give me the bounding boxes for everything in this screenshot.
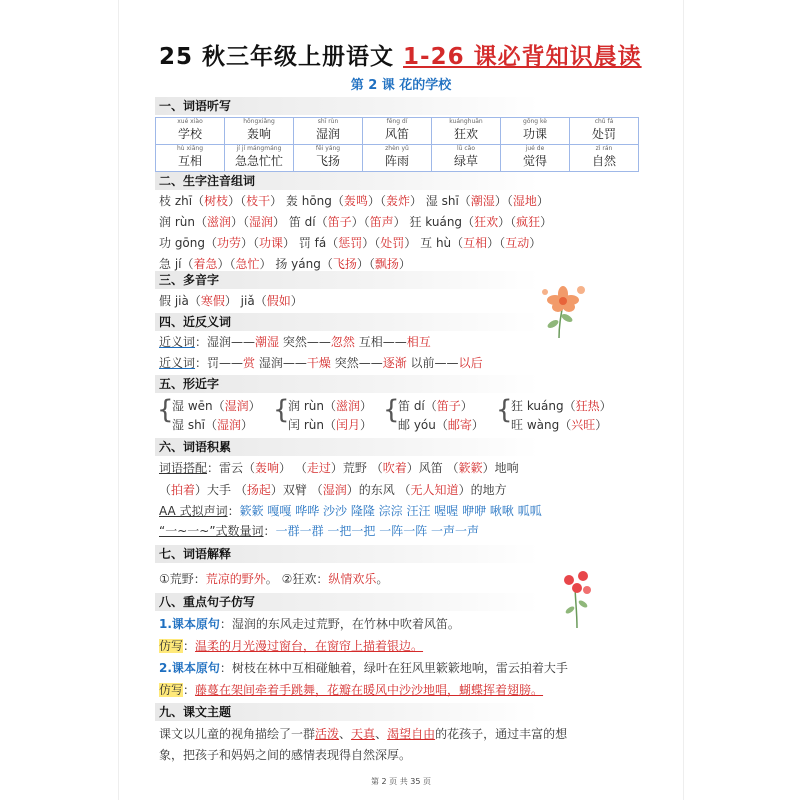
word-label: 自然 [591, 154, 616, 168]
text-segment: 轰鸣 [343, 194, 368, 208]
text-segment: 互动 [505, 236, 530, 250]
text-segment: ）（ [362, 236, 381, 250]
text-segment: 闰月 [335, 418, 360, 432]
vocab-line [159, 481, 507, 498]
text-segment: ：罚—— [195, 356, 244, 370]
text-segment: 的花孩子，通过丰富的想 [435, 727, 568, 741]
text-segment: AA 式拟声词 [159, 504, 228, 518]
dictation-cell [501, 145, 570, 172]
text-segment: ： [183, 639, 196, 653]
vocab-line [159, 459, 519, 476]
text-segment: 温柔的月光漫过窗台，在窗帘上描着银边。 [195, 639, 424, 653]
text-segment: ）（ [367, 194, 386, 208]
title-prefix: 25 秋三年级上册语文 [159, 44, 404, 70]
text-segment: 树枝 [204, 194, 229, 208]
char-line [159, 234, 541, 251]
dictation-cell [294, 145, 363, 172]
text-segment: 湿润 [217, 418, 242, 432]
text-segment: “一~一~”式数量词 [159, 524, 264, 538]
word-label: 湿润 [315, 127, 340, 141]
text-segment: 潮湿 [255, 335, 280, 349]
pinyin-label: fēi yáng [315, 145, 341, 152]
similar-char [288, 416, 372, 433]
text-segment: 渴望自由 [387, 727, 436, 741]
similar-char [288, 397, 372, 414]
polyphone-line [159, 292, 303, 309]
section-header-synonyms: 四、近反义词 [155, 313, 539, 331]
text-segment: 天真 [351, 727, 376, 741]
word-label: 绿草 [453, 154, 478, 168]
text-segment: 近义词 [159, 356, 196, 370]
title-highlight: 1-26 课必背知识晨读 [403, 44, 642, 70]
document-page [118, 0, 684, 800]
dictation-table [155, 117, 639, 172]
text-segment: 寒假 [200, 294, 225, 308]
pinyin-label: lǜ cǎo [456, 145, 476, 152]
imitation-line [159, 659, 568, 676]
text-segment: ）（ [217, 257, 236, 271]
text-segment: 走过 [306, 461, 331, 475]
text-segment: ）（ [487, 236, 506, 250]
text-segment: 湿润 [322, 483, 347, 497]
text-segment: ）风笛 （ [406, 461, 459, 475]
text-segment: ） jiǎ（ [224, 294, 267, 308]
similar-char [172, 416, 253, 433]
text-segment: ） [359, 399, 372, 413]
similar-char [511, 397, 612, 414]
text-segment: 着急 [193, 257, 218, 271]
text-segment: 兴旺 [571, 418, 596, 432]
text-segment: ） [529, 236, 542, 250]
dictation-cell [570, 118, 639, 145]
dictation-cell [363, 145, 432, 172]
text-segment: ）（ [351, 215, 370, 229]
text-segment: 仿写 [159, 683, 184, 697]
imitation-line [159, 681, 543, 698]
word-label: 飞扬 [315, 154, 340, 168]
text-segment: ）地响 [482, 461, 519, 475]
text-segment: 藤蔓在架间牵着手跳舞，花瓣在暖风中沙沙地唱，蝴蝶挥着翅膀。 [195, 683, 544, 697]
text-segment: 飘扬 [374, 257, 399, 271]
section-header-explanation: 七、词语解释 [155, 545, 539, 563]
similar-char [398, 416, 484, 433]
text-segment: 枝 zhī（ [159, 194, 205, 208]
text-segment: 近义词 [159, 335, 196, 349]
text-segment: 狂热 [575, 399, 600, 413]
brace-icon: { [157, 395, 174, 425]
brace-icon: { [273, 395, 290, 425]
imitation-line [159, 637, 423, 654]
text-segment: ）（ [241, 236, 260, 250]
text-segment: 簌簌 嘎嘎 哗哗 沙沙 隆隆 淙淙 汪汪 喔喔 咿咿 啾啾 呱呱 [239, 504, 542, 518]
table-row [156, 145, 639, 172]
text-segment: 功 gōng（ [159, 236, 217, 250]
text-segment: ） 互 hù（ [404, 236, 464, 250]
text-segment: 逐渐 [382, 356, 407, 370]
text-segment: 润 rùn（ [288, 399, 336, 413]
text-segment: ） [536, 194, 549, 208]
text-segment: 相互 [406, 335, 431, 349]
text-segment: ） [290, 294, 303, 308]
section-header-theme: 九、课文主题 [155, 703, 539, 721]
text-segment: 、 [375, 727, 388, 741]
pinyin-label: hōngxiǎng [243, 118, 275, 125]
text-segment: ：雷云（ [207, 461, 256, 475]
text-segment: 假 jià（ [159, 294, 201, 308]
text-segment: 湿润 [249, 215, 274, 229]
text-segment: 忽然 [330, 335, 355, 349]
text-segment: 邮 yóu（ [398, 418, 448, 432]
word-label: 功课 [522, 127, 547, 141]
text-segment: 一群一群 一把一把 一阵一阵 一声一声 [275, 524, 480, 538]
text-segment: 邮寄 [447, 418, 472, 432]
char-line [159, 213, 552, 230]
dictation-cell [294, 118, 363, 145]
text-segment: 湿 wēn（ [172, 399, 225, 413]
text-segment: 急忙 [235, 257, 260, 271]
text-segment: 惩罚 [338, 236, 363, 250]
word-label: 急急忙忙 [234, 154, 283, 168]
text-segment: 功劳 [217, 236, 242, 250]
text-segment: ）大手 （ [195, 483, 247, 497]
word-label: 觉得 [522, 154, 547, 168]
text-segment: ） [595, 418, 608, 432]
section-header-similar-chars: 五、形近字 [155, 375, 539, 393]
text-segment: ①荒野： [159, 572, 206, 586]
text-segment: 以后 [458, 356, 483, 370]
text-segment: 互相—— [354, 335, 407, 349]
text-segment: 笛声 [369, 215, 394, 229]
section-header-imitation: 八、重点句子仿写 [155, 593, 539, 611]
page-title [159, 38, 642, 71]
text-segment: 扬起 [246, 483, 271, 497]
dictation-cell [225, 145, 294, 172]
text-segment: 潮湿 [470, 194, 495, 208]
text-segment: 旺 wàng（ [511, 418, 572, 432]
text-segment: ）（ [494, 194, 513, 208]
pinyin-label: hù xiāng [176, 145, 204, 152]
page-footer: 第 2 页 共 35 页 [371, 777, 431, 786]
text-segment: ：湿润的东风走过荒野，在竹林中吹着风笛。 [219, 617, 460, 631]
text-segment: 滋润 [335, 399, 360, 413]
text-segment: 枝干 [246, 194, 271, 208]
word-label: 学校 [177, 127, 202, 141]
text-segment: ） 扬 yáng（ [259, 257, 333, 271]
section-header-polyphone: 三、多音字 [155, 271, 539, 289]
text-segment: ） 轰 hōng（ [270, 194, 344, 208]
text-segment: 课文以儿童的视角描绘了一群 [159, 727, 316, 741]
text-segment: ） 湿 shī（ [409, 194, 471, 208]
text-segment: 、 [339, 727, 352, 741]
text-segment: 轰响 [255, 461, 280, 475]
dictation-cell [363, 118, 432, 145]
text-segment: 笛子 [436, 399, 461, 413]
text-segment: 湿 shī（ [172, 418, 218, 432]
word-label: 轰响 [246, 127, 271, 141]
text-segment: ） [398, 257, 411, 271]
text-segment: ）（ [230, 215, 249, 229]
text-segment: 急 jí（ [159, 257, 194, 271]
text-segment: ： [263, 524, 276, 538]
pinyin-label: fēng dí [386, 118, 408, 125]
pinyin-label: zhèn yǔ [385, 145, 409, 152]
theme-line [159, 746, 411, 763]
similar-char [398, 397, 473, 414]
synonym-line [159, 333, 431, 350]
text-segment: ：湿润—— [195, 335, 256, 349]
dictation-cell [432, 145, 501, 172]
word-label: 互相 [177, 154, 202, 168]
pinyin-label: kuánghuān [449, 118, 483, 125]
text-segment: ） （ [279, 461, 307, 475]
pinyin-label: xué xiào [177, 118, 203, 125]
text-segment: ） [540, 215, 553, 229]
text-segment: 处罚 [380, 236, 405, 250]
text-segment: ） [471, 418, 484, 432]
text-segment: 1.课本原句 [159, 617, 220, 631]
text-segment: 湿润—— [255, 356, 307, 370]
similar-char [172, 397, 261, 414]
text-segment: ） [599, 399, 612, 413]
text-segment: 飞扬 [332, 257, 357, 271]
pinyin-label: zì rán [595, 145, 613, 152]
text-segment: 词语搭配 [159, 461, 208, 475]
text-segment: ）（ [356, 257, 375, 271]
flower-decoration-icon [531, 280, 591, 344]
text-segment: 2.课本原句 [159, 661, 220, 675]
text-segment: 闰 rùn（ [288, 418, 336, 432]
text-segment: 干燥 [306, 356, 331, 370]
text-segment: 以前—— [406, 356, 459, 370]
pinyin-label: chǔ fá [594, 118, 614, 125]
text-segment: 。 ②狂欢： [265, 572, 329, 586]
text-segment: 假如 [266, 294, 291, 308]
text-segment: 湿润 [224, 399, 249, 413]
text-segment: ）荒野 （ [330, 461, 383, 475]
char-line [159, 192, 549, 209]
text-segment: 象，把孩子和妈妈之间的感情表现得自然深厚。 [159, 748, 412, 762]
text-segment: ）的东风 （ [346, 483, 411, 497]
text-segment: ） [460, 399, 473, 413]
table-row [156, 118, 639, 145]
text-segment: 无人知道 [410, 483, 459, 497]
similar-char [511, 416, 607, 433]
antonym-line [159, 354, 483, 371]
pinyin-label: jí jí mángmáng [236, 145, 282, 152]
text-segment: 狂 kuáng（ [511, 399, 576, 413]
text-segment: 狂欢 [474, 215, 499, 229]
text-segment: 突然—— [279, 335, 331, 349]
text-segment: 笛 dí（ [398, 399, 437, 413]
text-segment: ） [248, 399, 261, 413]
text-segment: 轰炸 [385, 194, 410, 208]
imitation-line [159, 615, 460, 632]
text-segment: 纵情欢乐 [328, 572, 377, 586]
word-label: 狂欢 [453, 127, 478, 141]
text-segment: ：树枝在林中互相碰触着，绿叶在狂风里簌簌地响，雷云拍着大手 [219, 661, 568, 675]
text-segment: ： [227, 504, 240, 518]
text-segment: 吹着 [382, 461, 407, 475]
text-segment: 互相 [463, 236, 488, 250]
dictation-cell [225, 118, 294, 145]
text-segment: 功课 [259, 236, 284, 250]
text-segment: 活泼 [315, 727, 340, 741]
dictation-cell [432, 118, 501, 145]
text-segment: ） [359, 418, 372, 432]
text-segment: 荒凉的野外 [205, 572, 266, 586]
pinyin-label: jué de [525, 145, 545, 152]
text-segment: ） 狂 kuáng（ [393, 215, 475, 229]
text-segment: 簌簌 [458, 461, 483, 475]
text-segment: 赏 [243, 356, 256, 370]
text-segment: （ [159, 483, 172, 497]
char-line [159, 255, 411, 272]
text-segment: 拍着 [171, 483, 196, 497]
theme-line [159, 725, 567, 742]
pinyin-label: shī rùn [317, 118, 339, 125]
text-segment: 突然—— [330, 356, 383, 370]
text-segment: ） 笛 dí（ [273, 215, 328, 229]
word-label: 处罚 [591, 127, 616, 141]
pinyin-label: gōng kè [523, 118, 547, 125]
dictation-cell [501, 118, 570, 145]
section-header-vocab: 六、词语积累 [155, 438, 539, 456]
text-segment: ）（ [228, 194, 247, 208]
word-label: 风笛 [384, 127, 409, 141]
dictation-cell [156, 145, 225, 172]
word-label: 阵雨 [384, 154, 409, 168]
flower-decoration-icon [557, 570, 597, 634]
text-segment: 湿地 [512, 194, 537, 208]
text-segment: 疯狂 [516, 215, 541, 229]
text-segment: ）的地方 [458, 483, 507, 497]
text-segment: 润 rùn（ [159, 215, 207, 229]
vocab-line [159, 522, 479, 539]
lesson-subtitle: 第 2 课 花的学校 [350, 78, 452, 93]
text-segment: 滋润 [206, 215, 231, 229]
explanation-line [159, 570, 388, 587]
section-header-characters: 二、生字注音组词 [155, 172, 539, 190]
brace-icon: { [496, 395, 513, 425]
vocab-line [159, 502, 542, 519]
text-segment: ） 罚 fá（ [283, 236, 339, 250]
text-segment: 。 [376, 572, 389, 586]
dictation-cell [570, 145, 639, 172]
text-segment: ）（ [498, 215, 517, 229]
text-segment: 笛子 [327, 215, 352, 229]
dictation-cell [156, 118, 225, 145]
section-header-dictation: 一、词语听写 [155, 97, 539, 115]
text-segment: ） [241, 418, 254, 432]
brace-icon: { [383, 395, 400, 425]
text-segment: ： [183, 683, 196, 697]
text-segment: ）双臂 （ [270, 483, 323, 497]
text-segment: 仿写 [159, 639, 184, 653]
